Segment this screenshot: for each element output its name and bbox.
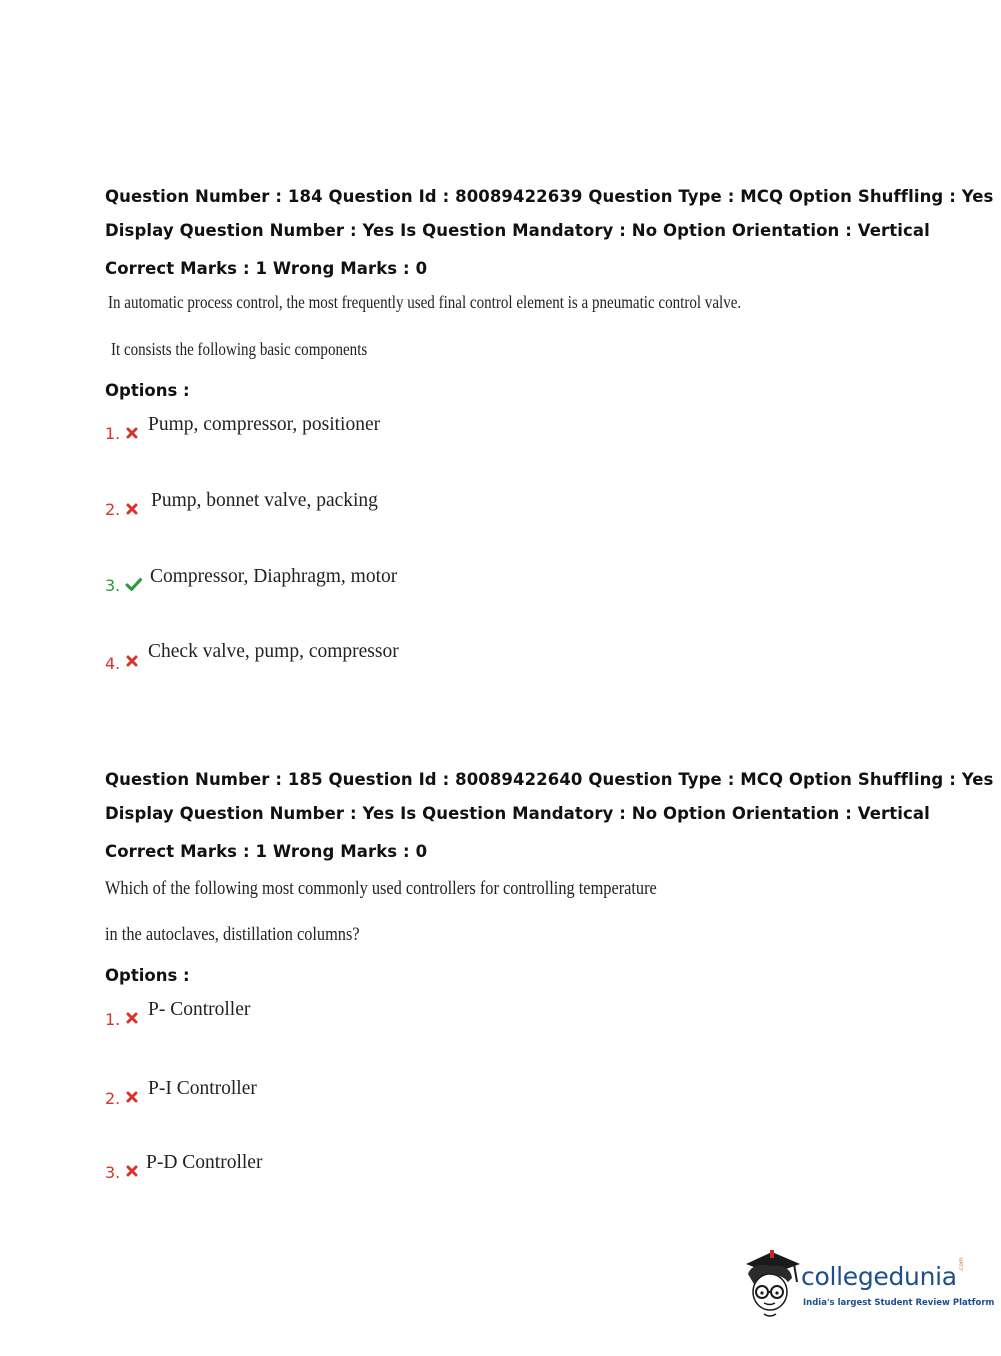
option-number: 2. [105,500,121,519]
logo-wordmark: collegedunia [801,1262,957,1291]
option-number: 3. [105,1163,121,1182]
option-text: Pump, compressor, positioner [148,414,381,435]
cross-icon [125,1164,139,1178]
option-text: P-D Controller [146,1152,263,1173]
option-1 [105,414,705,454]
cross-icon [125,654,139,668]
question-meta [105,180,994,286]
question-185 [105,763,994,1182]
check-icon [125,577,142,592]
question-stem-line-1: In automatic process control, the most frequently used final control element is a pneumatic control valve. [108,292,742,312]
option-number: 4. [105,654,121,673]
option-3 [105,1152,705,1192]
mascot-graduation-cap-icon [742,1248,802,1320]
options-label: Options : [105,966,190,985]
option-number: 3. [105,576,121,595]
logo-tagline: India's largest Student Review Platform [803,1298,995,1308]
question-meta-line-2: Display Question Number : Yes Is Question Mandatory : No Option Orientation : Vertical [105,804,930,823]
option-4 [105,642,705,682]
option-3 [105,566,705,606]
question-stem-line-2: It consists the following basic components [111,339,368,359]
cross-icon [125,502,139,516]
option-2 [105,1078,705,1118]
question-stem-line-2: in the autoclaves, distillation columns? [105,924,360,945]
option-number: 1. [105,1010,121,1029]
cross-icon [125,426,139,440]
options-label: Options : [105,381,190,400]
question-184 [105,180,994,673]
cross-icon [125,1011,139,1025]
option-2 [105,490,705,530]
option-text: Pump, bonnet valve, packing [151,490,378,511]
question-marks: Correct Marks : 1 Wrong Marks : 0 [105,259,428,278]
question-stem-line-1: Which of the following most commonly used controllers for controlling temperature [105,878,657,899]
option-text: P- Controller [148,999,251,1020]
question-meta-line-2: Display Question Number : Yes Is Question Mandatory : No Option Orientation : Vertical [105,221,930,240]
option-text: Check valve, pump, compressor [148,641,399,662]
option-text: P-I Controller [148,1078,257,1099]
option-text: Compressor, Diaphragm, motor [150,566,398,587]
option-number: 1. [105,424,121,443]
question-meta-line-1: Question Number : 185 Question Id : 80089422640 Question Type : MCQ Option Shuffling : Yes [105,770,994,789]
logo-suffix: .com [958,1257,965,1272]
option-number: 2. [105,1089,121,1108]
question-marks: Correct Marks : 1 Wrong Marks : 0 [105,842,428,861]
collegedunia-logo [742,1248,995,1320]
cross-icon [125,1090,139,1104]
question-meta [105,763,994,869]
option-1 [105,999,705,1039]
question-meta-line-1: Question Number : 184 Question Id : 80089422639 Question Type : MCQ Option Shuffling : Yes [105,187,994,206]
